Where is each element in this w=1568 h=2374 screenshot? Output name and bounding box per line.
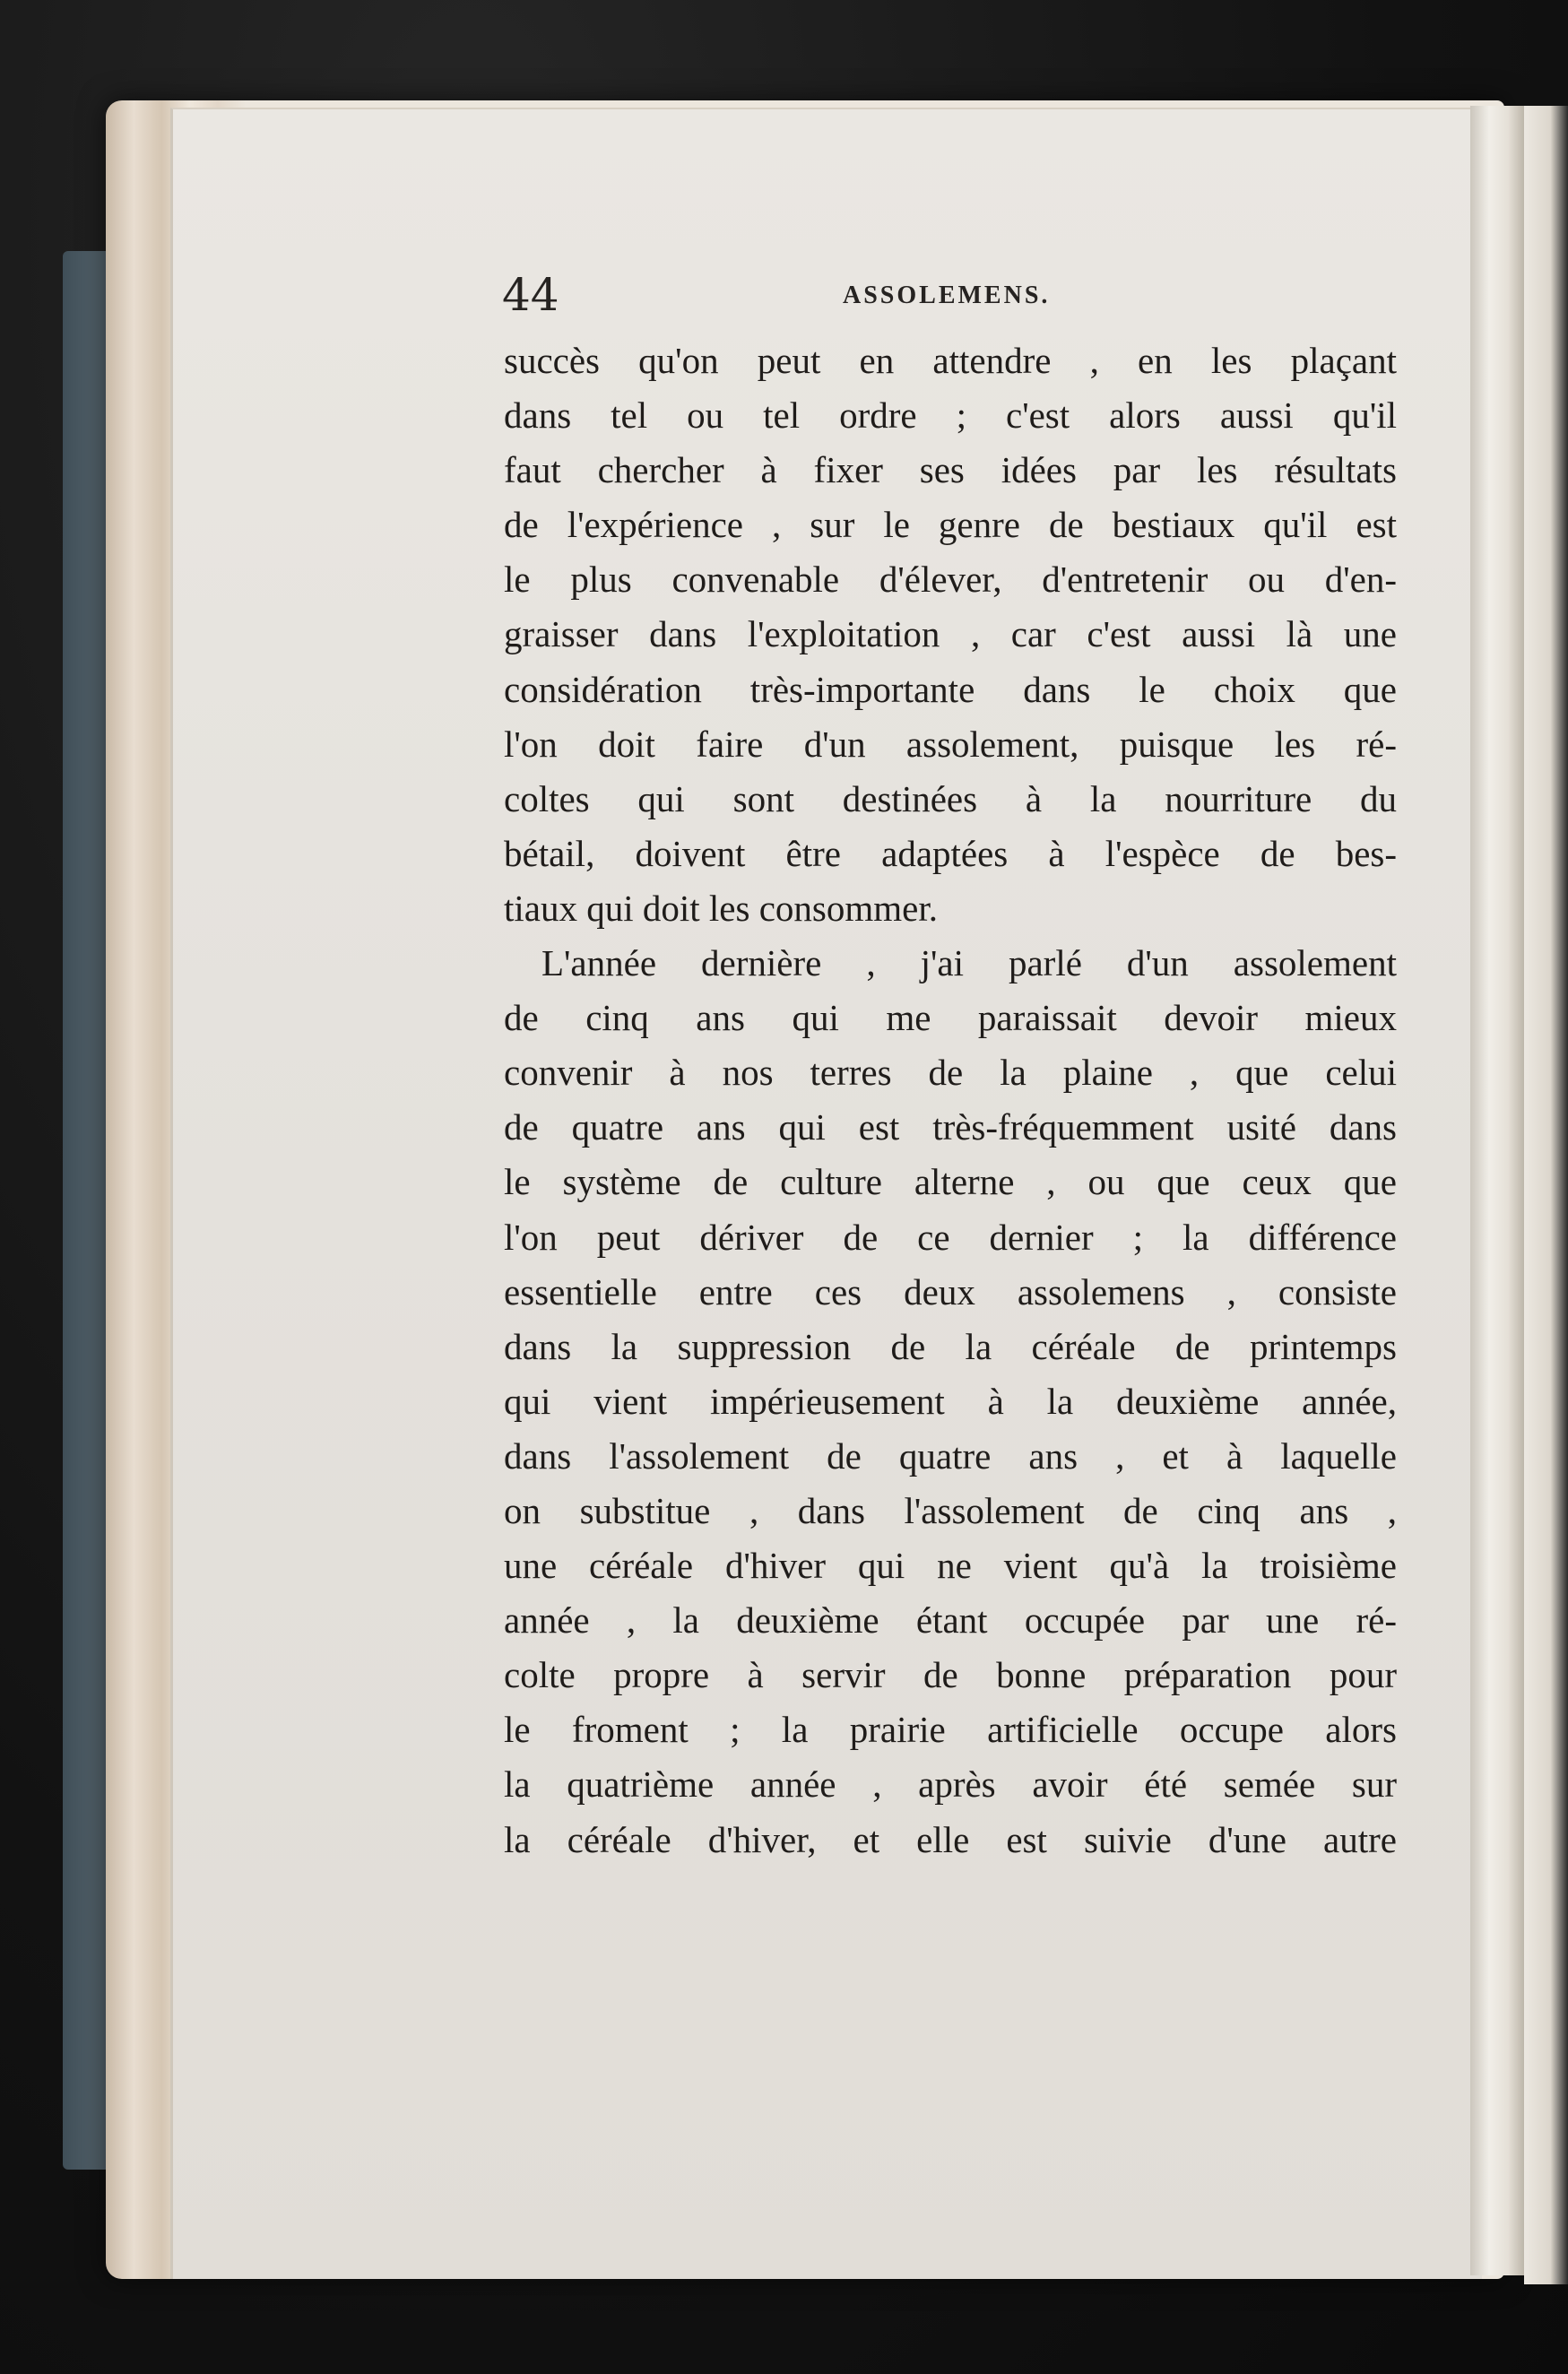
facing-page-edge bbox=[1524, 106, 1568, 2284]
body-text bbox=[504, 334, 1397, 1867]
text-line: le plus convenable d'élever, d'entretenir ou d'en- bbox=[504, 559, 1397, 601]
text-line: une céréale d'hiver qui ne vient qu'à la troisième bbox=[504, 1545, 1397, 1587]
text-line: dans tel ou tel ordre ; c'est alors aussi qu'il bbox=[504, 394, 1397, 437]
text-line: L'année dernière , j'ai parlé d'un assolement bbox=[541, 942, 1397, 984]
text-line: convenir à nos terres de la plaine , que celui bbox=[504, 1052, 1397, 1094]
text-line: de l'expérience , sur le genre de bestiaux qu'il est bbox=[504, 504, 1397, 546]
text-line: la quatrième année , après avoir été semée sur bbox=[504, 1763, 1397, 1806]
text-line: l'on doit faire d'un assolement, puisque les ré- bbox=[504, 723, 1397, 765]
text-line: le froment ; la prairie artificielle occupe alors bbox=[504, 1709, 1397, 1751]
running-title: ASSOLEMENS. bbox=[843, 282, 1051, 309]
book-gutter bbox=[1470, 106, 1524, 2275]
text-line: la céréale d'hiver, et elle est suivie d'une autre bbox=[504, 1818, 1397, 1860]
text-line: bétail, doivent être adaptées à l'espèce de bes- bbox=[504, 832, 1397, 874]
text-line: qui vient impérieusement à la deuxième année, bbox=[504, 1380, 1397, 1422]
text-line: le système de culture alterne , ou que ceux que bbox=[504, 1161, 1397, 1203]
text-line: dans la suppression de la céréale de printemps bbox=[504, 1325, 1397, 1367]
page-header bbox=[502, 269, 1399, 332]
text-line: graisser dans l'exploitation , car c'est aussi là une bbox=[504, 613, 1397, 655]
page-number: 44 bbox=[502, 269, 559, 321]
text-line: coltes qui sont destinées à la nourriture du bbox=[504, 777, 1397, 819]
text-line: considération très-importante dans le choix que bbox=[504, 668, 1397, 710]
text-line: dans l'assolement de quatre ans , et à laquelle bbox=[504, 1434, 1397, 1477]
text-line: faut chercher à fixer ses idées par les résultats bbox=[504, 449, 1397, 491]
text-line: de quatre ans qui est très-fréquemment usité dans bbox=[504, 1106, 1397, 1148]
text-line: année , la deuxième étant occupée par une ré- bbox=[504, 1599, 1397, 1642]
text-line: l'on peut dériver de ce dernier ; la différence bbox=[504, 1216, 1397, 1258]
text-line: tiaux qui doit les consommer. bbox=[504, 887, 938, 929]
text-line: de cinq ans qui me paraissait devoir mieux bbox=[504, 997, 1397, 1039]
text-line: succès qu'on peut en attendre , en les plaçant bbox=[504, 340, 1397, 381]
text-line: essentielle entre ces deux assolemens , consiste bbox=[504, 1270, 1397, 1313]
text-line: on substitue , dans l'assolement de cinq ans , bbox=[504, 1489, 1397, 1531]
text-line: colte propre à servir de bonne préparation pour bbox=[504, 1654, 1397, 1696]
